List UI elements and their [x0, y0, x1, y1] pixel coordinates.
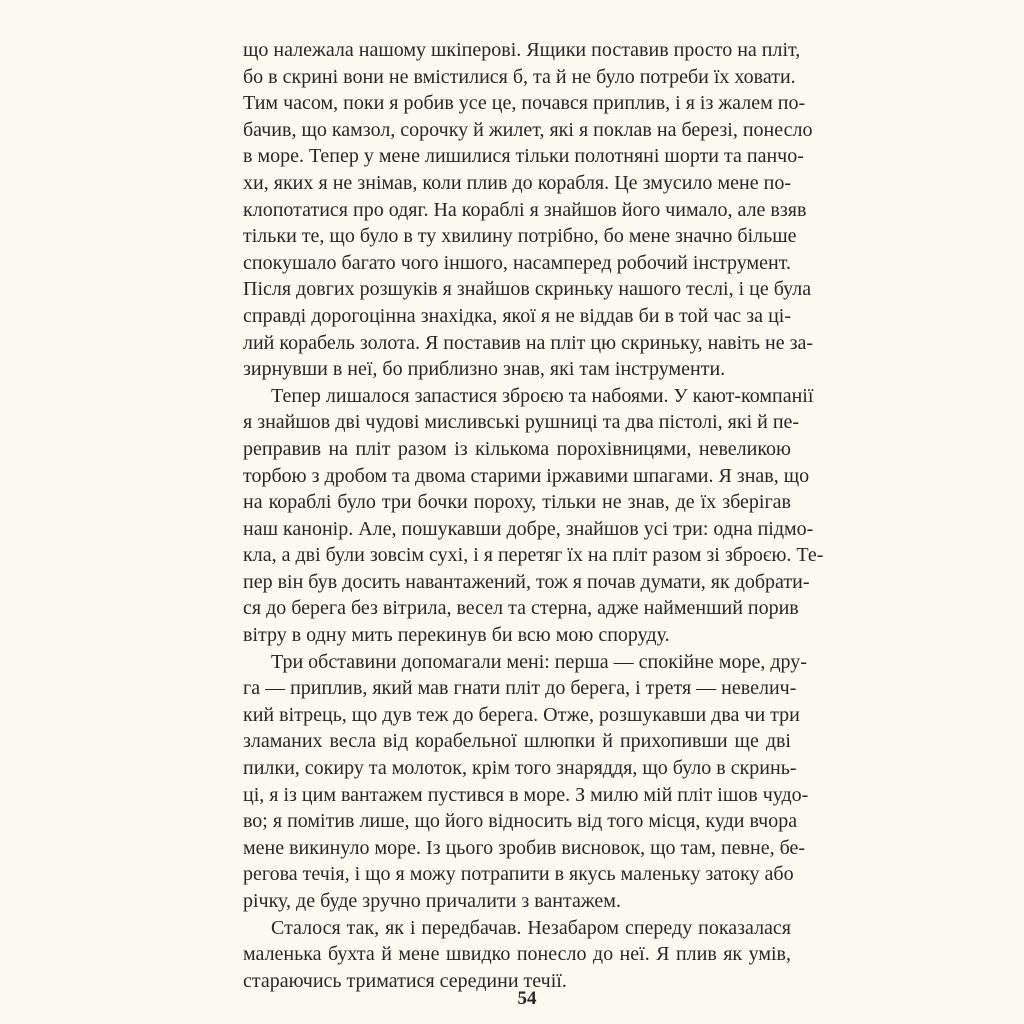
text-line: річку, де буде зручно причалити з вантажем. — [243, 890, 621, 912]
text-line: регова течія, і що я можу потрапити в якусь маленьку затоку або — [243, 863, 794, 886]
text-line: торбою з дробом та двома старими іржавими шпагами. Я знав, що — [243, 464, 810, 487]
text-line: тільки те, що було в ту хвилину потрібно, бо мене значно більше — [243, 225, 797, 248]
text-line: кий вітрець, що дув теж до берега. Отже, розшукавши два чи три — [243, 703, 800, 726]
text-line: клопотатися про одяг. На кораблі я знайшов його чимало, але взяв — [243, 198, 807, 221]
text-line: Сталося так, як і передбачав. Незабаром спереду показалася — [271, 916, 791, 939]
text-line: вітру в одну мить перекинув би всю мою споруду. — [243, 624, 670, 647]
page-body-text — [243, 37, 824, 994]
page-number: 54 — [517, 988, 537, 1009]
text-line: Тим часом, поки я робив усе це, почався приплив, і я із жалем по- — [243, 92, 806, 115]
text-line: кла, а дві були зовсім сухі, і я перетяг їх на пліт разом зі зброєю. Те- — [243, 544, 824, 567]
text-line: зирнувши в неї, бо приблизно знав, які там інструменти. — [243, 358, 726, 381]
text-line: га — приплив, який мав гнати пліт до берега, і третя — невелич- — [243, 677, 797, 700]
text-line: справді дорогоцінна знахідка, якої я не віддав би в той час за ці- — [243, 304, 791, 327]
text-line: бо в скрині вони не вмістилися б, та й не було потреби їх ховати. — [243, 65, 796, 88]
text-line: ці, я із цим вантажем пустився в море. З милю мій пліт ішов чудо- — [243, 783, 809, 806]
text-line: маленька бухта й мене швидко понесло до неї. Я плив як умів, — [243, 943, 791, 966]
text-line: Три обставини допомагали мені: перша — спокійне море, дру- — [271, 650, 807, 673]
text-line: пилки, сокиру та молоток, крім того знаряддя, що було в скринь- — [243, 757, 797, 780]
text-line: в море. Тепер у мене лишилися тільки полотняні шорти та панчо- — [243, 145, 804, 168]
text-line: ся до берега без вітрила, весел та стерна, адже найменший порив — [243, 597, 799, 620]
text-line: лий корабель золота. Я поставив на пліт цю скриньку, навіть не за- — [243, 331, 814, 354]
text-line: во; я помітив лише, що його відносить від того місця, куди вчора — [243, 810, 798, 833]
text-line: Після довгих розшуків я знайшов скриньку нашого теслі, і це була — [243, 278, 812, 301]
text-line: хи, яких я не знімав, коли плив до корабля. Це змусило мене по- — [243, 171, 791, 194]
text-line: я знайшов дві чудові мисливські рушниці та два пістолі, які й пе- — [243, 411, 800, 434]
paragraph — [243, 383, 824, 649]
text-line: пер він був досить навантажений, тож я почав думати, як добрати- — [243, 570, 810, 593]
text-line: мене викинуло море. Із цього зробив висновок, що там, певне, бе- — [243, 836, 806, 859]
text-line: наш канонір. Але, пошукавши добре, знайшов усі три: одна підмо- — [243, 517, 814, 540]
text-line: Тепер лишалося запастися зброєю та набоями. У кают-компанії — [271, 384, 814, 407]
paragraph — [243, 37, 814, 383]
text-line: реправив на пліт разом із кількома порохівницями, невеликою — [243, 437, 791, 460]
text-line: спокушало багато чого іншого, насамперед робочий інструмент. — [243, 251, 791, 274]
text-line: бачив, що камзол, сорочку й жилет, які я поклав на березі, понесло — [243, 118, 813, 141]
text-line: стараючись триматися середини течії. — [243, 969, 567, 992]
paragraph — [243, 649, 809, 915]
text-line: на кораблі було три бочки пороху, тільки не знав, де їх зберігав — [243, 491, 791, 514]
paragraph — [243, 915, 791, 995]
text-line: що належала нашому шкіперові. Ящики поставив просто на пліт, — [243, 39, 801, 61]
text-line: зламаних весла від корабельної шлюпки й прихопивши ще дві — [243, 730, 791, 753]
